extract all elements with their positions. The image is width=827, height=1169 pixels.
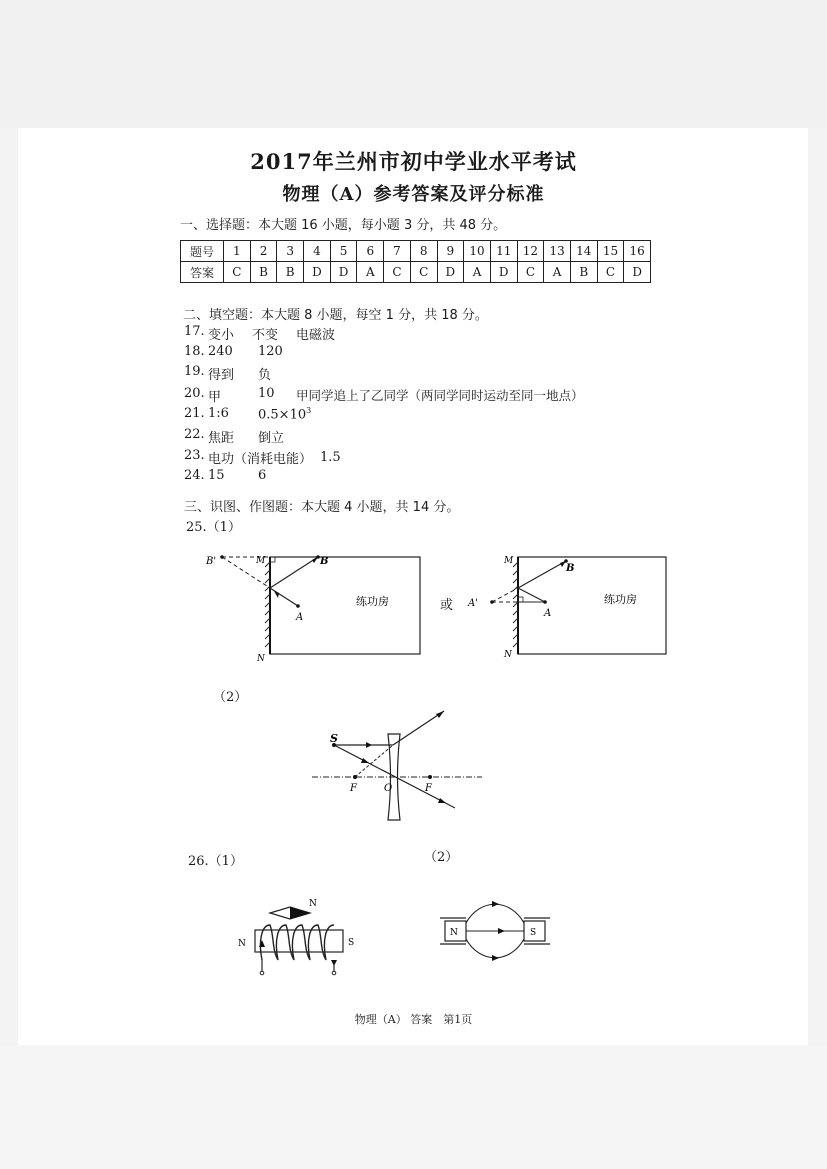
table-cell: D [437,262,464,283]
table-cell: A [464,262,491,283]
label-a-image: A' [468,598,478,609]
item-number: 22. [184,427,205,442]
table-cell: 3 [277,241,304,262]
page-footer: 物理（A） 答案 第1页 [354,1013,473,1026]
mirror-diagram-right [465,552,670,662]
table-cell: A [544,262,571,283]
answer-blank: 变小 [208,328,235,343]
item-number: 18. [184,344,205,359]
item-number: 24. [184,468,205,483]
ray-arrow [274,591,279,598]
ray-arrow [366,742,372,748]
label-s: S [330,732,338,745]
scan-margin-top [0,0,827,128]
section2-heading: 二、填空题：本大题 8 小题，每空 1 分，共 18 分。 [183,308,488,323]
field-arrow [498,928,505,934]
ray-arrow [436,711,444,718]
answer-blank: 电磁波 [296,328,336,343]
label-a: A [544,608,552,619]
field-arrow [492,901,499,907]
label-m: M [256,556,266,566]
table-cell: A [357,262,384,283]
table-row-answers [181,262,651,283]
table-cell: C [384,262,411,283]
exponent: 3 [306,406,312,415]
answer-blank: 电功（消耗电能） [208,452,313,467]
current-arrow [331,960,337,966]
answer-blank: 240 [208,344,233,359]
table-cell: B [570,262,597,283]
table-cell: 4 [304,241,331,262]
table-cell: 12 [517,241,544,262]
label-pole-n: N [238,939,246,949]
table-cell: 2 [250,241,277,262]
table-cell: C [517,262,544,283]
answer-blank: 得到 [208,368,235,383]
room-label: 练功房 [356,595,389,608]
field-line [466,904,524,923]
q25-part1-label: 25.（1） [186,520,241,535]
q25-part2-label: （2） [213,690,248,705]
table-cell: B [250,262,277,283]
answer-blank: 6 [258,468,267,483]
table-cell: D [304,262,331,283]
label-b: B [320,556,329,567]
label-pole-s: S [348,938,355,948]
table-cell: 14 [570,241,597,262]
answer-blank: 10 [258,386,275,401]
answer-blank: 甲 [208,390,222,405]
or-label: 或 [440,598,454,613]
label-b-image: B' [206,556,217,567]
answer-blank: 甲同学追上了乙同学（两同学同时运动至同一地点） [296,388,584,403]
q26-part2-label: （2） [424,850,459,865]
iron-core [255,930,343,952]
label-b: B [566,563,575,574]
label-n: N [257,654,265,664]
refracted-ray [393,711,444,745]
answer-value: 0.5×10 [258,407,307,423]
answer-blank: 1.5 [320,450,341,465]
section3-heading: 三、识图、作图题：本大题 4 小题，共 14 分。 [184,500,460,515]
table-cell: 5 [330,241,357,262]
section1-heading: 一、选择题：本大题 16 小题，每小题 3 分，共 48 分。 [180,218,507,233]
reflected-ray [270,557,318,588]
label-s: S [530,928,537,938]
field-line [466,939,524,958]
item-number: 17. [184,324,205,339]
table-cell: C [410,262,437,283]
label-n: N [504,650,512,660]
table-cell: 15 [597,241,624,262]
magnetic-field-diagram [435,895,555,980]
room-label: 练功房 [604,593,637,606]
answer-blank: 负 [258,368,272,383]
label-needle-n: N [309,899,317,909]
page-subtitle: 物理（A）参考答案及评分标准 [282,184,545,205]
row-label-answers: 答案 [181,262,224,283]
table-cell: 1 [224,241,251,262]
answer-blank: 1:6 [208,406,229,421]
incident-ray [270,588,298,606]
item-number: 20. [184,386,205,401]
field-arrow [492,955,499,961]
item-number: 23. [184,448,205,463]
q26-part1-label: 26.（1） [188,854,243,869]
label-f-right: F [425,783,432,794]
table-cell: 10 [464,241,491,262]
answer-blank: 焦距 [208,431,235,446]
label-a: A [296,612,304,623]
table-cell: 9 [437,241,464,262]
mirror-diagram-left [200,545,425,670]
incident-ray [518,588,545,602]
practice-room-outline [518,557,666,654]
item-number: 19. [184,364,205,379]
table-cell: B [277,262,304,283]
table-cell: 7 [384,241,411,262]
table-row-numbers [181,241,651,262]
table-cell: C [224,262,251,283]
answer-blank [258,406,311,422]
answer-blank: 120 [258,344,283,359]
lens-diagram [305,700,490,825]
table-cell: C [597,262,624,283]
page-title: 2017年兰州市初中学业水平考试 [250,149,577,174]
table-cell: 13 [544,241,571,262]
item-number: 21. [184,406,205,421]
answer-blank: 倒立 [258,431,285,446]
reflected-ray [518,561,566,588]
choice-answer-table [180,240,651,283]
answer-blank: 不变 [252,328,279,343]
practice-room-outline [270,557,420,654]
row-label-numbers: 题号 [181,241,224,262]
label-f-left: F [350,783,357,794]
table-cell: D [490,262,517,283]
compass-needle-north [290,907,310,919]
label-n: N [450,928,458,938]
table-cell: 6 [357,241,384,262]
solenoid-diagram [235,895,365,980]
ray-arrow [438,798,446,803]
scan-margin-bottom [0,1045,827,1169]
answer-blank: 15 [208,468,225,483]
table-cell: D [330,262,357,283]
table-cell: 11 [490,241,517,262]
table-cell: 8 [410,241,437,262]
table-cell: D [624,262,651,283]
label-o: O [384,783,393,794]
label-m: M [504,556,514,566]
ray-arrow [361,758,369,763]
table-cell: 16 [624,241,651,262]
